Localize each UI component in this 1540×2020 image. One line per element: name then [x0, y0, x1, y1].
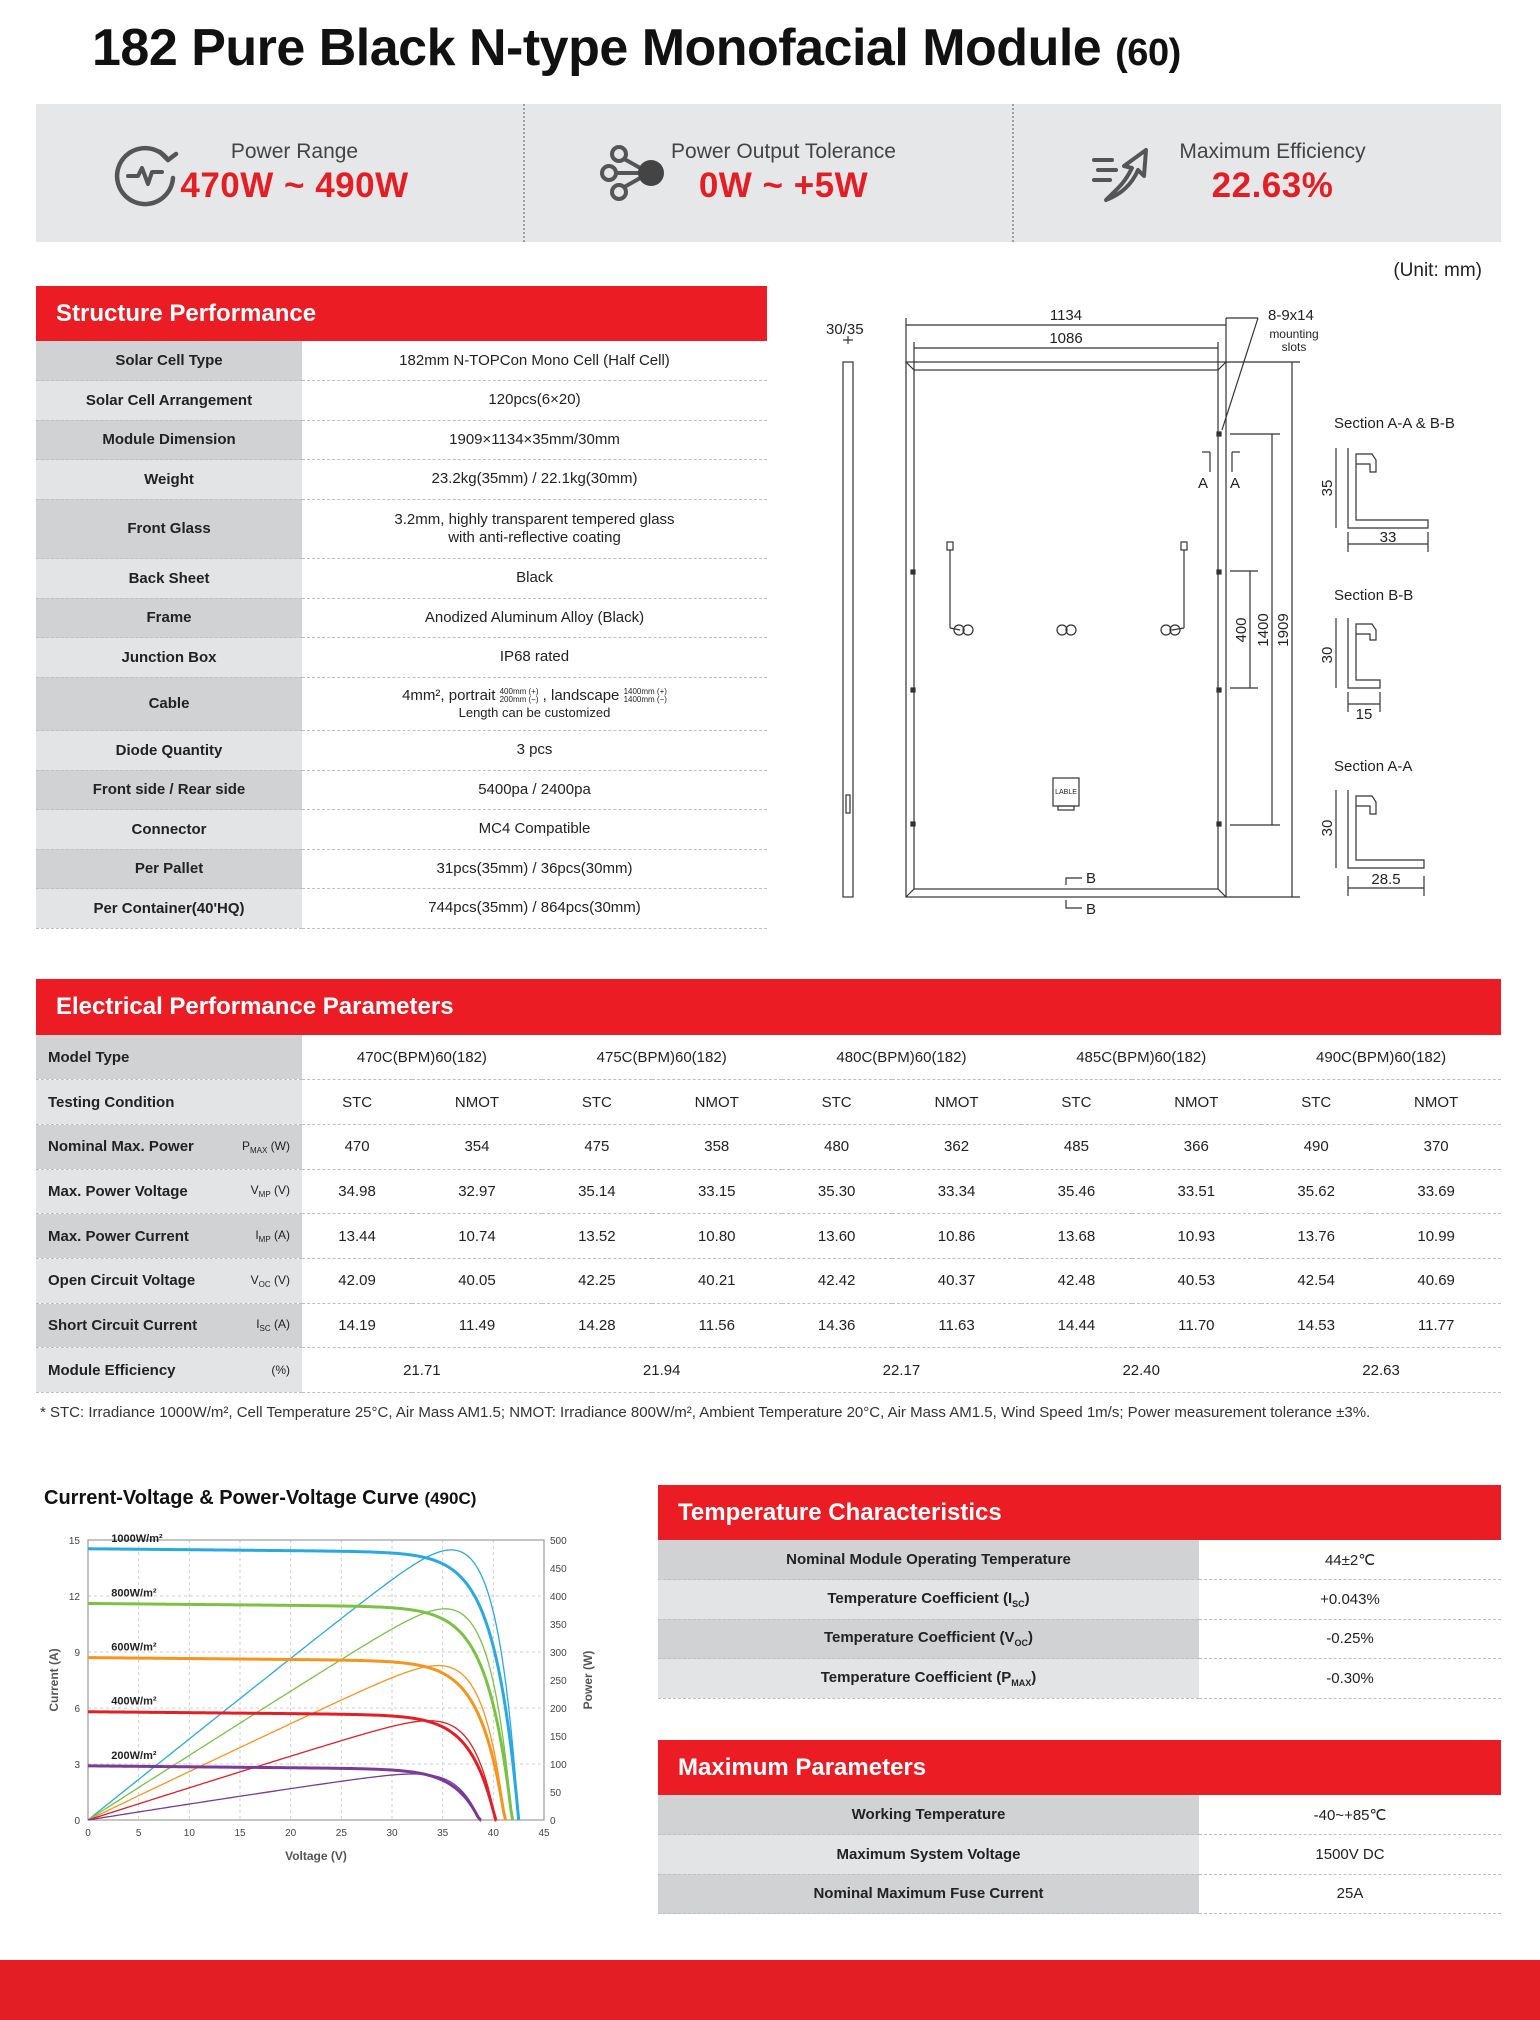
table-cell: 35.14 [542, 1169, 652, 1214]
dim-1909: 1909 [1275, 613, 1292, 647]
kpi-power-tolerance [523, 104, 1012, 242]
table-cell: 42.48 [1021, 1258, 1131, 1303]
kpi-value: 0W ~ +5W [698, 166, 869, 205]
cond-nmot: NMOT [652, 1080, 782, 1125]
efficiency-value: 21.94 [542, 1348, 782, 1393]
row-value: 1909×1134×35mm/30mm [302, 420, 767, 460]
chart-title-suffix: (490C) [424, 1489, 477, 1508]
section-a-label-right: A [1230, 475, 1241, 492]
row-value: 120pcs(6×20) [302, 381, 767, 421]
y2-tick-label: 300 [550, 1648, 567, 1659]
row-unit [255, 1228, 290, 1244]
y2-tick-label: 500 [550, 1536, 567, 1547]
cable-spec [302, 687, 767, 705]
y-tick-label: 12 [68, 1592, 80, 1603]
row-key: Diode Quantity [36, 731, 302, 771]
unit-note: (Unit: mm) [1393, 260, 1482, 281]
plot-area [88, 1540, 544, 1820]
row-value: -0.25% [1199, 1619, 1501, 1659]
mounting-note-2: slots [1281, 340, 1307, 354]
y-tick-label: 6 [74, 1704, 80, 1715]
maximum-header: Maximum Parameters [658, 1740, 1501, 1795]
row-key-sub: MAX [1011, 1677, 1032, 1688]
unit-subscript: MAX [250, 1145, 268, 1155]
section-height: 35 [1319, 479, 1336, 497]
table-cell: 33.34 [892, 1169, 1022, 1214]
page-title-main: 182 Pure Black N-type Monofacial Module [92, 19, 1102, 77]
table-cell: 13.52 [542, 1214, 652, 1259]
row-value: MC4 Compatible [302, 810, 767, 850]
cond-stc: STC [302, 1080, 412, 1125]
dim-mounting: 8-9x14 [1268, 307, 1314, 324]
table-row [36, 420, 767, 460]
section-title: Section B-B [1334, 587, 1414, 604]
pv-series-line [88, 1774, 481, 1820]
row-key: Junction Box [36, 638, 302, 678]
y-tick-label: 9 [74, 1648, 80, 1659]
series-label: 1000W/m² [111, 1532, 163, 1545]
section-profile-b [1348, 618, 1380, 688]
chart-title-main: Current-Voltage & Power-Voltage Curve [44, 1487, 419, 1509]
table-row [36, 1214, 1501, 1259]
table-cell: 10.74 [412, 1214, 542, 1259]
row-value: 744pcs(35mm) / 864pcs(30mm) [302, 889, 767, 929]
row-value: 44±2℃ [1199, 1540, 1501, 1580]
table-cell: 13.44 [302, 1214, 412, 1259]
row-unit [251, 1183, 290, 1199]
table-cell: 13.76 [1261, 1214, 1371, 1259]
cond-stc: STC [782, 1080, 892, 1125]
efficiency-value: 22.40 [1021, 1348, 1261, 1393]
table-cell: 14.44 [1021, 1303, 1131, 1348]
table-row [658, 1835, 1501, 1875]
table-row [658, 1795, 1501, 1835]
row-key: Working Temperature [658, 1795, 1199, 1835]
temperature-table [658, 1540, 1501, 1699]
table-cell: 475 [542, 1124, 652, 1169]
row-key: Maximum System Voltage [658, 1835, 1199, 1875]
row-value: 23.2kg(35mm) / 22.1kg(30mm) [302, 460, 767, 500]
row-value: 182mm N-TOPCon Mono Cell (Half Cell) [302, 341, 767, 381]
row-key: Temperature Coefficient (V [823, 1629, 1015, 1647]
table-row [36, 849, 767, 889]
table-cell: 470 [302, 1124, 412, 1169]
model-name: 485C(BPM)60(182) [1021, 1035, 1261, 1080]
row-key: Cable [36, 677, 302, 731]
table-row [658, 1540, 1501, 1580]
cable-portrait-neg: 200mm (−) [499, 694, 539, 704]
cable-portrait-pos: 400mm (+) [499, 686, 539, 696]
unit-text: (W) [267, 1138, 290, 1153]
unit-symbol: P [241, 1138, 250, 1153]
table-row [36, 810, 767, 850]
cable-landscape-pos: 1400mm (+) [623, 686, 667, 696]
x-tick-label: 5 [135, 1828, 142, 1839]
y2-tick-label: 200 [550, 1704, 567, 1715]
row-key-sub: OC [1014, 1638, 1029, 1649]
row-key: Temperature Coefficient (P [820, 1668, 1012, 1686]
row-value: Black [302, 559, 767, 599]
x-tick-label: 15 [234, 1828, 246, 1839]
table-cell: 10.86 [892, 1214, 1022, 1259]
table-row [36, 1348, 1501, 1393]
table-cell: 40.53 [1132, 1258, 1262, 1303]
row-unit [251, 1273, 290, 1289]
structure-header: Structure Performance [36, 286, 767, 341]
table-cell: 35.46 [1021, 1169, 1131, 1214]
row-key: Front side / Rear side [36, 770, 302, 810]
table-cell: 11.63 [892, 1303, 1022, 1348]
y2-tick-label: 100 [550, 1760, 567, 1771]
cond-nmot: NMOT [1132, 1080, 1262, 1125]
table-row [36, 1303, 1501, 1348]
x-tick-label: 35 [437, 1828, 449, 1839]
kpi-label: Power Range [230, 140, 359, 163]
row-key: Frame [36, 598, 302, 638]
efficiency-value: 21.71 [302, 1348, 542, 1393]
row-key: Per Container(40'HQ) [36, 889, 302, 929]
cond-stc: STC [1021, 1080, 1131, 1125]
pv-series-line [88, 1666, 505, 1820]
table-cell: 11.70 [1132, 1303, 1262, 1348]
table-row [36, 1258, 1501, 1303]
row-value: +0.043% [1199, 1580, 1501, 1620]
table-row [36, 381, 767, 421]
table-cell: 40.21 [652, 1258, 782, 1303]
table-cell: 11.49 [412, 1303, 542, 1348]
y2-tick-label: 350 [550, 1620, 567, 1631]
kpi-power-range [36, 104, 523, 242]
table-row [36, 1080, 1501, 1125]
table-cell: 480 [782, 1124, 892, 1169]
model-name: 470C(BPM)60(182) [302, 1035, 542, 1080]
row-value: -40~+85℃ [1199, 1795, 1501, 1835]
x-tick-label: 40 [487, 1828, 499, 1839]
table-row [36, 559, 767, 599]
section-width: 33 [1379, 529, 1397, 546]
table-cell: 13.68 [1021, 1214, 1131, 1259]
table-cell: 362 [892, 1124, 1022, 1169]
table-cell: 10.80 [652, 1214, 782, 1259]
efficiency-value: 22.17 [782, 1348, 1022, 1393]
y2-tick-label: 250 [550, 1676, 567, 1687]
row-key: Per Pallet [36, 849, 302, 889]
eff-unit: (%) [271, 1363, 290, 1378]
dim-1400: 1400 [1255, 613, 1272, 647]
table-cell: 32.97 [412, 1169, 542, 1214]
row-value: -0.30% [1199, 1659, 1501, 1699]
table-cell: 34.98 [302, 1169, 412, 1214]
x-tick-label: 10 [183, 1828, 195, 1839]
cable-landscape-text: , landscape [542, 686, 620, 704]
y2-axis-label: Power (W) [581, 1650, 595, 1710]
table-cell: 35.30 [782, 1169, 892, 1214]
section-width: 15 [1355, 706, 1373, 723]
row-unit [242, 1139, 290, 1155]
section-a-label-left: A [1198, 475, 1209, 492]
kpi-value: 470W ~ 490W [180, 166, 409, 205]
section-width: 28.5 [1371, 871, 1401, 888]
model-name: 480C(BPM)60(182) [782, 1035, 1022, 1080]
row-key: Short Circuit Current [48, 1316, 198, 1334]
table-row [36, 1035, 1501, 1080]
section-b-label-bottom: B [1086, 901, 1097, 918]
temperature-header: Temperature Characteristics [658, 1485, 1501, 1540]
row-value: 3.2mm, highly transparent tempered glass [394, 510, 675, 528]
model-name: 475C(BPM)60(182) [542, 1035, 782, 1080]
row-value-line2: with anti-reflective coating [448, 528, 621, 546]
y2-tick-label: 0 [550, 1816, 556, 1827]
series-label: 600W/m² [111, 1641, 157, 1654]
table-cell: 40.69 [1371, 1258, 1501, 1303]
table-cell: 14.28 [542, 1303, 652, 1348]
cable-portrait-text: 4mm², portrait [402, 686, 496, 704]
table-cell: 14.19 [302, 1303, 412, 1348]
table-cell: 490 [1261, 1124, 1371, 1169]
table-row [36, 677, 767, 731]
label-plate: LABLE [1055, 789, 1077, 796]
row-key: Front Glass [36, 499, 302, 559]
table-cell: 13.60 [782, 1214, 892, 1259]
row-key: Temperature Coefficient (I [827, 1589, 1013, 1607]
structure-table [36, 341, 767, 929]
cable-note: Length can be customized [458, 704, 611, 720]
cond-nmot: NMOT [412, 1080, 542, 1125]
table-cell: 42.42 [782, 1258, 892, 1303]
dim-thickness: 30/35 [826, 321, 864, 338]
table-row [36, 460, 767, 500]
unit-subscript: SC [259, 1324, 271, 1334]
x-tick-label: 20 [285, 1828, 297, 1839]
row-key: Weight [36, 460, 302, 500]
row-key: Module Dimension [36, 420, 302, 460]
kpi-max-efficiency [1012, 104, 1501, 242]
mounting-note-1: mounting [1269, 327, 1319, 341]
row-key: Nominal Maximum Fuse Current [658, 1874, 1199, 1914]
cable-landscape-neg: 1400mm (−) [623, 694, 667, 704]
x-tick-label: 30 [386, 1828, 398, 1839]
x-tick-label: 0 [85, 1828, 91, 1839]
dim-width-inner: 1086 [1049, 330, 1083, 347]
table-cell: 10.99 [1371, 1214, 1501, 1259]
row-key-sub: SC [1012, 1598, 1025, 1609]
table-cell: 354 [412, 1124, 542, 1169]
table-row [36, 770, 767, 810]
y-tick-label: 3 [74, 1760, 80, 1771]
section-title: Section A-A & B-B [1334, 415, 1455, 432]
row-key: Module Efficiency [48, 1361, 176, 1379]
table-cell: 10.93 [1132, 1214, 1262, 1259]
table-cell: 42.25 [542, 1258, 652, 1303]
row-key: Connector [36, 810, 302, 850]
unit-symbol: I [256, 1317, 260, 1332]
table-row [36, 341, 767, 381]
efficiency-value: 22.63 [1261, 1348, 1501, 1393]
kpi-value: 22.63% [1211, 166, 1334, 205]
unit-text: (V) [270, 1272, 290, 1287]
table-row [36, 1124, 1501, 1169]
row-value: 5400pa / 2400pa [302, 770, 767, 810]
x-tick-label: 25 [335, 1828, 347, 1839]
row-key: Model Type [36, 1035, 302, 1080]
table-row [36, 598, 767, 638]
unit-text: (A) [270, 1227, 290, 1242]
row-value: 1500V DC [1199, 1835, 1501, 1875]
table-cell: 33.51 [1132, 1169, 1262, 1214]
row-key: Max. Power Voltage [48, 1182, 188, 1200]
table-cell: 11.77 [1371, 1303, 1501, 1348]
table-cell: 33.15 [652, 1169, 782, 1214]
row-value: Anodized Aluminum Alloy (Black) [302, 598, 767, 638]
cond-stc: STC [542, 1080, 652, 1125]
row-value: 25A [1199, 1874, 1501, 1914]
kpi-label: Maximum Efficiency [1179, 140, 1366, 163]
footer-bar [0, 1960, 1540, 2020]
module-drawing [800, 290, 1500, 930]
x-tick-label: 45 [538, 1828, 550, 1839]
table-cell: 366 [1132, 1124, 1262, 1169]
table-row: Temperature Coefficient $(V_{OC})$ -0.25% [658, 1619, 1501, 1659]
series-label: 800W/m² [111, 1587, 157, 1600]
section-height: 30 [1319, 646, 1336, 664]
y-tick-label: 15 [68, 1536, 80, 1547]
section-profile-a-b [1348, 448, 1428, 528]
table-cell: 485 [1021, 1124, 1131, 1169]
table-row [36, 499, 767, 559]
electrical-table [36, 1035, 1501, 1393]
electrical-header: Electrical Performance Parameters [36, 979, 1501, 1035]
unit-subscript: MP [258, 1190, 271, 1200]
table-row: Temperature Coefficient $(I_{SC})$ +0.043% [658, 1580, 1501, 1620]
row-key: Nominal Max. Power [48, 1138, 194, 1156]
section-b-label-top: B [1086, 870, 1097, 887]
table-cell: 42.09 [302, 1258, 412, 1303]
section-height: 30 [1319, 819, 1336, 837]
table-cell: 370 [1371, 1124, 1501, 1169]
unit-text: (A) [270, 1317, 290, 1332]
row-unit [256, 1317, 290, 1333]
y-axis-label: Current (A) [47, 1648, 61, 1712]
table-row [36, 1169, 1501, 1214]
row-key: Testing Condition [36, 1080, 302, 1125]
unit-symbol: I [255, 1227, 259, 1242]
table-cell: 14.53 [1261, 1303, 1371, 1348]
dim-400: 400 [1233, 617, 1250, 643]
row-key: Back Sheet [36, 559, 302, 599]
unit-subscript: MP [258, 1235, 271, 1245]
table-cell: 11.56 [652, 1303, 782, 1348]
section-profile-a [1348, 790, 1424, 868]
table-cell: 40.37 [892, 1258, 1022, 1303]
cond-stc: STC [1261, 1080, 1371, 1125]
x-axis-label: Voltage (V) [285, 1849, 347, 1863]
y2-tick-label: 400 [550, 1592, 567, 1603]
side-profile [843, 362, 853, 897]
chart-title [44, 1487, 476, 1510]
row-key: Max. Power Current [48, 1227, 189, 1245]
unit-text: (V) [270, 1183, 290, 1198]
unit-symbol: V [250, 1272, 259, 1287]
section-title: Section A-A [1334, 758, 1413, 775]
y2-tick-label: 450 [550, 1564, 567, 1575]
table-row [36, 731, 767, 771]
table-cell: 33.69 [1371, 1169, 1501, 1214]
row-key: Solar Cell Type [36, 341, 302, 381]
cond-nmot: NMOT [1371, 1080, 1501, 1125]
y2-tick-label: 150 [550, 1732, 567, 1743]
kpi-bar [36, 104, 1501, 242]
page-title-suffix: (60) [1115, 32, 1181, 74]
iv-curve-chart [36, 1520, 616, 1880]
unit-subscript: OC [258, 1279, 271, 1289]
page-title [92, 18, 1181, 78]
row-value: 31pcs(35mm) / 36pcs(30mm) [302, 849, 767, 889]
table-row: Temperature Coefficient $(P_{MAX})$ -0.30% [658, 1659, 1501, 1699]
row-key: Nominal Module Operating Temperature [658, 1540, 1199, 1580]
row-value: IP68 rated [302, 638, 767, 678]
table-cell: 14.36 [782, 1303, 892, 1348]
series-label: 200W/m² [111, 1749, 157, 1762]
table-cell: 42.54 [1261, 1258, 1371, 1303]
cond-nmot: NMOT [892, 1080, 1022, 1125]
table-cell: 35.62 [1261, 1169, 1371, 1214]
table-cell: 40.05 [412, 1258, 542, 1303]
y-tick-label: 0 [74, 1816, 80, 1827]
dim-width-outer: 1134 [1049, 307, 1083, 324]
table-row [658, 1874, 1501, 1914]
row-value: 3 pcs [302, 731, 767, 771]
kpi-label: Power Output Tolerance [671, 140, 896, 163]
table-row [36, 638, 767, 678]
unit-symbol: V [250, 1183, 259, 1198]
row-key: Open Circuit Voltage [48, 1272, 196, 1290]
series-label: 400W/m² [111, 1695, 157, 1708]
footnote: * STC: Irradiance 1000W/m², Cell Temperature 25°C, Air Mass AM1.5; NMOT: Irradiance 800W/m², Ambient Temperature 20°C, Air Mass AM1.5, Wind Speed 1m/s; Power measurement tolerance ±3%. [40, 1404, 1371, 1421]
table-row [36, 889, 767, 929]
model-name: 490C(BPM)60(182) [1261, 1035, 1501, 1080]
row-key: Solar Cell Arrangement [36, 381, 302, 421]
y2-tick-label: 50 [550, 1788, 562, 1799]
table-cell: 358 [652, 1124, 782, 1169]
maximum-table [658, 1795, 1501, 1914]
